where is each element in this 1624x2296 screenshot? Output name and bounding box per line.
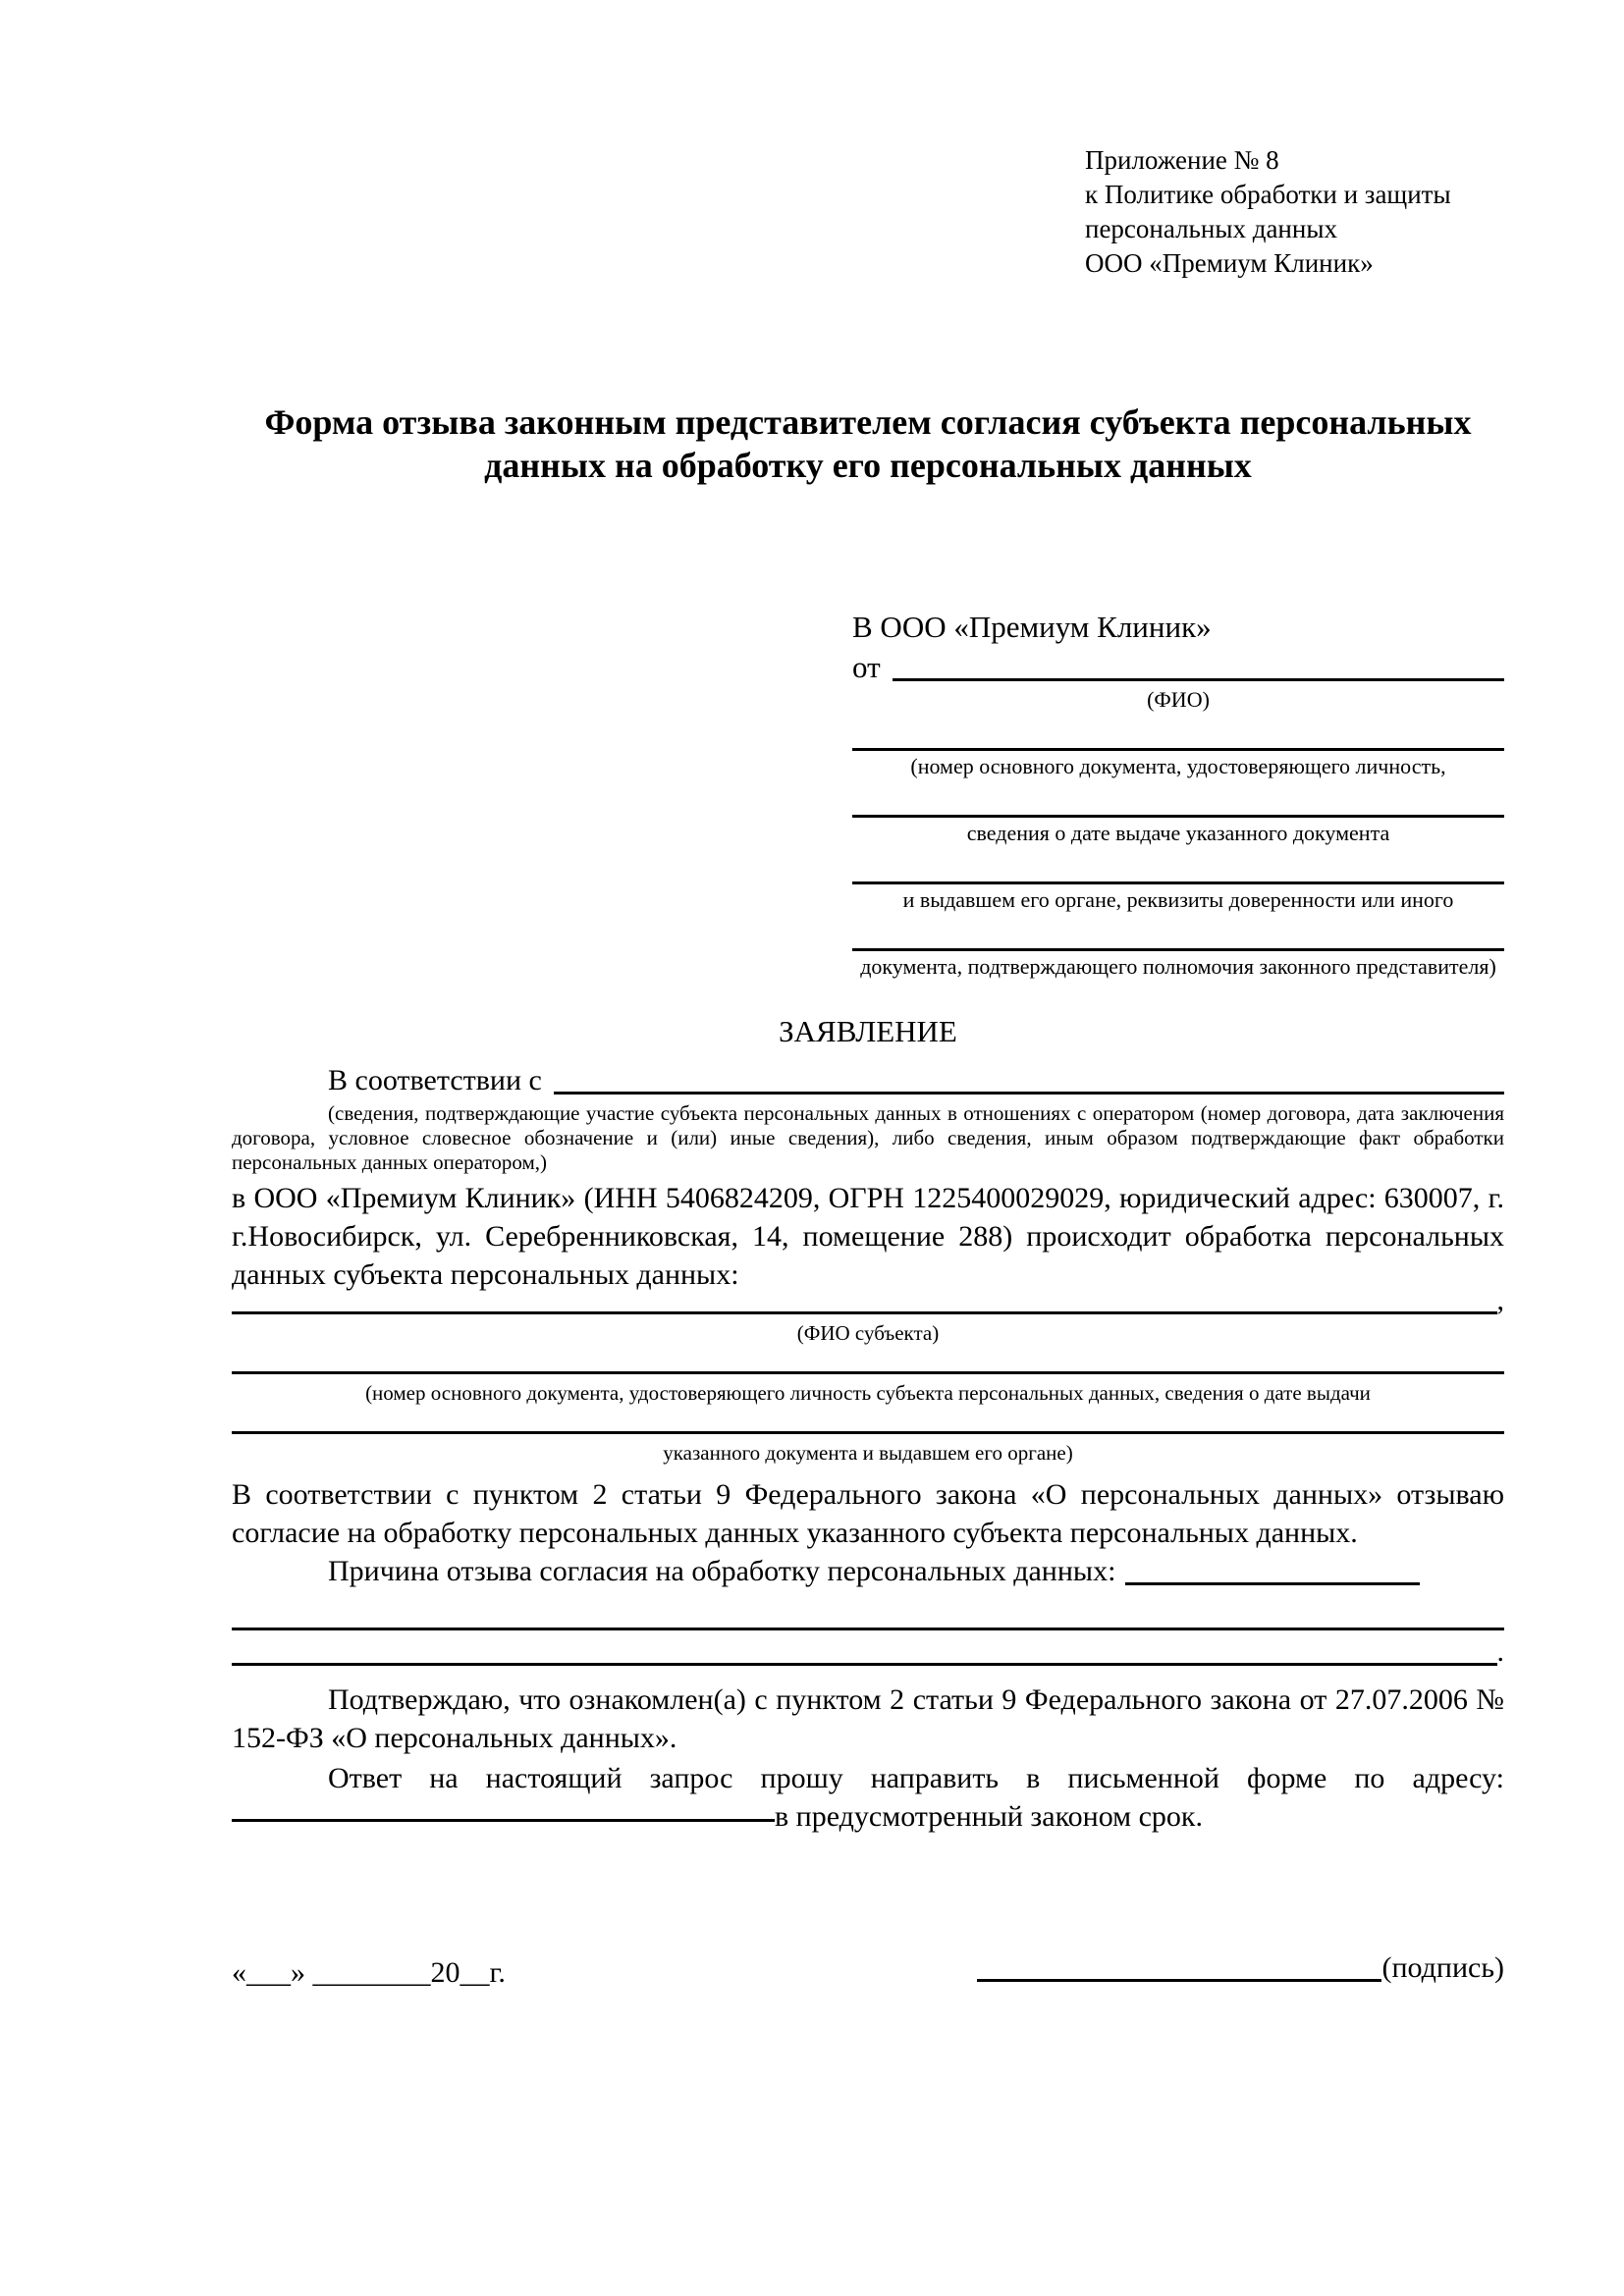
reason-label: Причина отзыва согласия на обработку персональных данных: (328, 1555, 1116, 1587)
annex-block (1085, 143, 1507, 281)
blank-caption: документа, подтверждающего полномочия законного представителя) (860, 954, 1496, 979)
signature-group (977, 1949, 1504, 1988)
accordance-row (232, 1061, 1504, 1099)
fio-caption: (ФИО) (1147, 687, 1210, 712)
withdrawal-paragraph: В соответствии с пунктом 2 статьи 9 Федерального закона «О персональных данных» отзываю согласие на обработку персональных данных указанного субъекта персональных данных. (232, 1478, 1504, 1549)
reply-paragraph (232, 1759, 1504, 1836)
representative-doc-field (852, 948, 1504, 980)
representative-doc-field (852, 815, 1504, 846)
reason-extra-blank-line (232, 1628, 1504, 1630)
subject-doc-caption-2: указанного документа и выдавшем его органе) (663, 1441, 1073, 1465)
annex-line: ООО «Премиум Клиник» (1085, 248, 1374, 278)
from-label: от (852, 650, 881, 684)
reply-suffix: в предусмотренный законом срок. (775, 1800, 1203, 1833)
blank-caption: (номер основного документа, удостоверяющего личность, (910, 754, 1446, 778)
document-title: Форма отзыва законным представителем согласия субъекта персональных данных на обработку его персональных данных (264, 402, 1472, 485)
subject-doc-line-row (232, 1356, 1504, 1379)
annex-line: Приложение № 8 (1085, 145, 1279, 175)
blank-caption: сведения о дате выдаче указанного документа (966, 821, 1390, 845)
addressee-block (852, 607, 1504, 980)
accordance-note: (сведения, подтверждающие участие субъекта персональных данных в отношениях с оператором (номер договора, дата заключения договора, условное словесное обозначение и (или) иные сведения), либо сведения, иным образом подтверждающие факт обработки персональных данных оператором,) (232, 1101, 1504, 1174)
statement-body (232, 1011, 1504, 1836)
addressee-to: В ООО «Премиум Клиник» (852, 610, 1212, 644)
subject-fio-suffix: , (1496, 1284, 1504, 1316)
addressee-from-row (852, 647, 1504, 687)
accordance-blank-line (554, 1061, 1504, 1095)
operator-paragraph: в ООО «Премиум Клиник» (ИНН 5406824209, ОГРН 1225400029029, юридический адрес: 630007, г. г.Новосибирск, ул. Серебренниковская, 14, помещение 288) происходит обработка персональных данных субъекта персональных данных: (232, 1182, 1504, 1291)
reason-extra-line-row (232, 1612, 1504, 1635)
subject-doc-blank-line (232, 1371, 1504, 1374)
annex-line: персональных данных (1085, 214, 1337, 243)
date-blank: «___» ________20__г. (232, 1956, 506, 1989)
representative-doc-field (852, 881, 1504, 913)
reason-blank-line (1125, 1552, 1420, 1585)
subject-fio-caption: (ФИО субъекта) (796, 1321, 940, 1345)
reason-blank-suffix: . (1496, 1635, 1504, 1668)
footer-row (232, 1949, 1504, 1993)
accordance-label: В соответствии с (328, 1064, 542, 1096)
subject-fio-blank-line (232, 1311, 1497, 1314)
signature-caption: (подпись) (1381, 1951, 1504, 1984)
representative-doc-field (852, 748, 1504, 779)
confirmation-paragraph: Подтверждаю, что ознакомлен(а) с пунктом 2 статьи 9 Федерального закона от 27.07.2006 № 152-ФЗ «О персональных данных». (232, 1683, 1504, 1754)
blank-caption: и выдавшем его органе, реквизиты доверенности или иного (902, 887, 1454, 912)
subject-doc-line-row-2 (232, 1415, 1504, 1439)
reason-extra-blank-line-2 (232, 1663, 1497, 1666)
subject-doc-caption: (номер основного документа, удостоверяющего личность субъекта персональных данных, сведения о дате выдачи (365, 1381, 1371, 1405)
reason-row (232, 1552, 1504, 1590)
fio-blank-line (893, 647, 1504, 681)
reply-address-blank-line (232, 1819, 775, 1822)
reply-prefix: Ответ на настоящий запрос прошу направить в письменной форме по адресу: (328, 1762, 1504, 1794)
statement-heading: ЗАЯВЛЕНИЕ (779, 1014, 957, 1048)
subject-fio-line-row (232, 1284, 1504, 1319)
subject-doc-blank-line-2 (232, 1431, 1504, 1434)
annex-line: к Политике обработки и защиты (1085, 180, 1451, 209)
reason-extra-line-row-2 (232, 1635, 1504, 1671)
signature-blank-line (977, 1979, 1381, 1982)
